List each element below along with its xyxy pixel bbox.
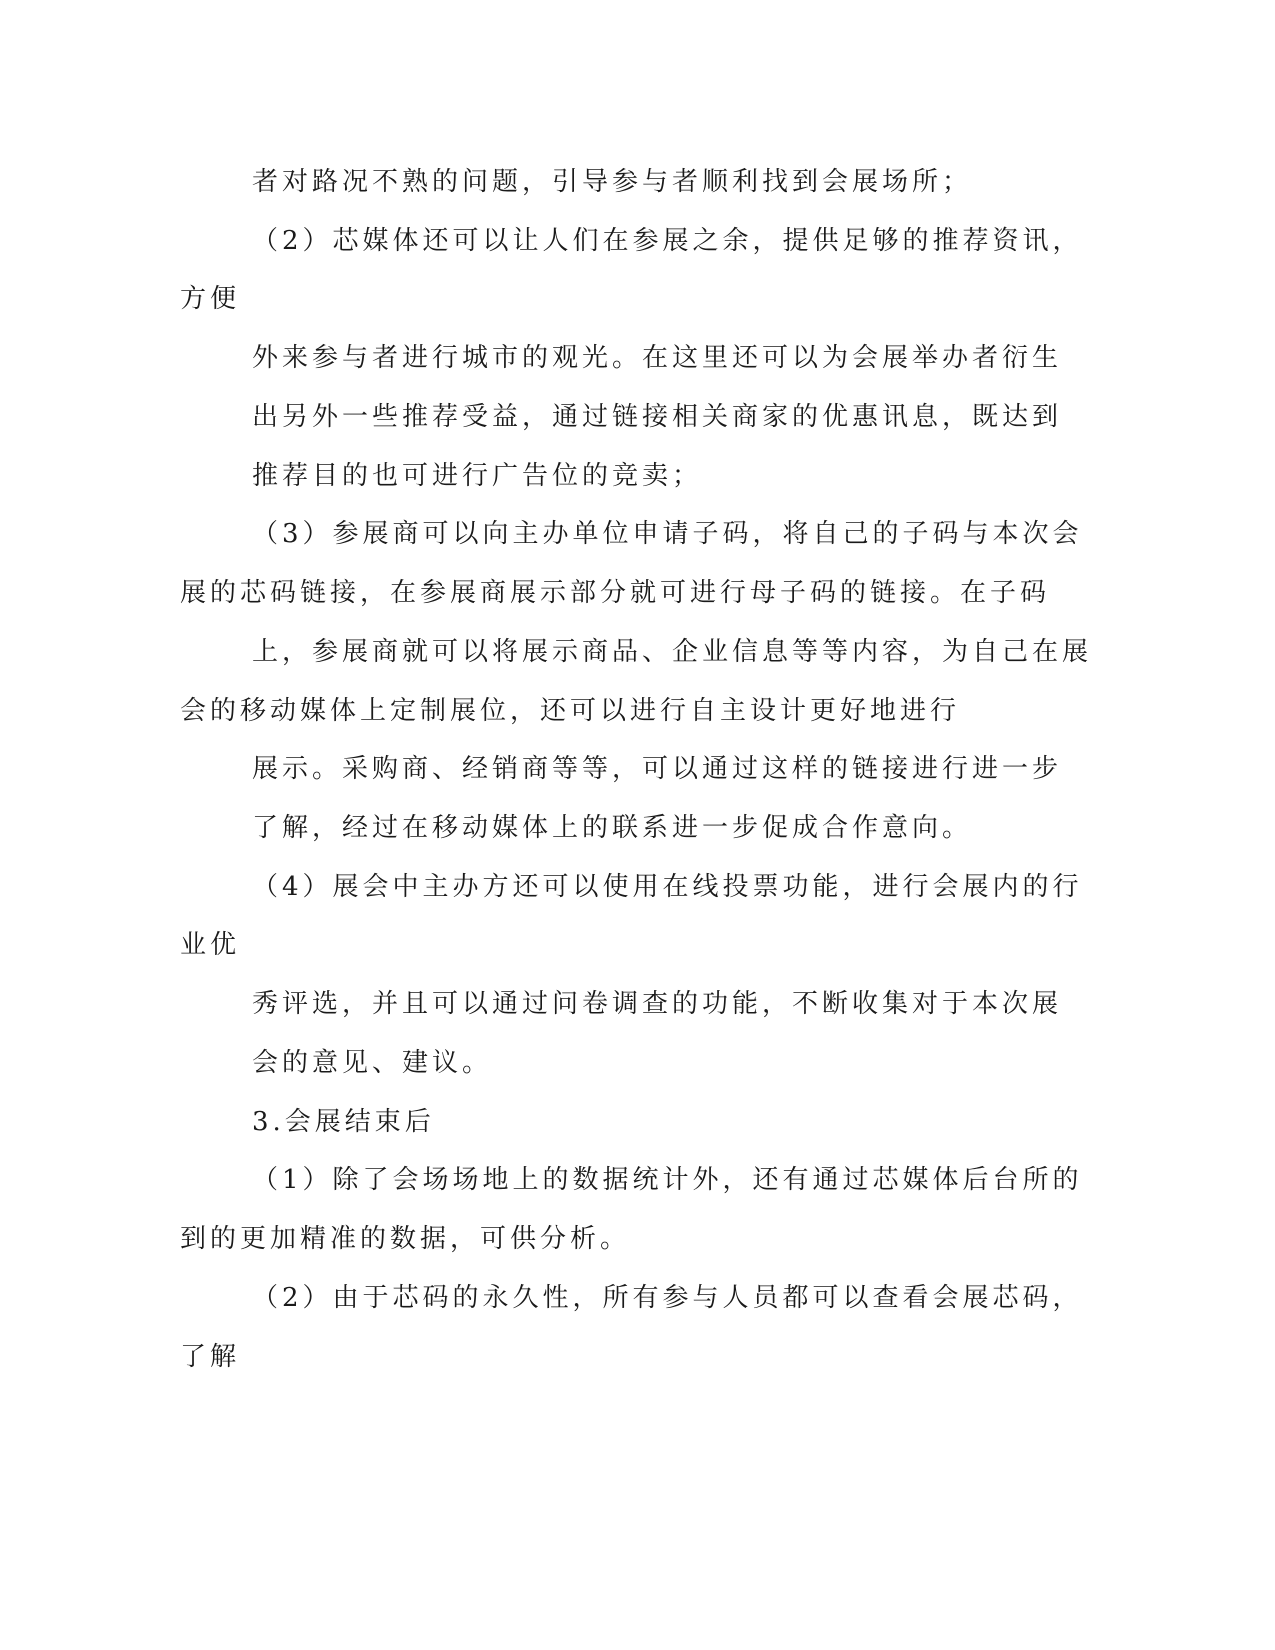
text-line: （1）除了会场场地上的数据统计外，还有通过芯媒体后台所的 [252,1165,1083,1195]
text-line: 会的移动媒体上定制展位，还可以进行自主设计更好地进行 [180,696,961,726]
text-line: 会的意见、建议。 [252,1048,493,1078]
text-line: （2）由于芯码的永久性，所有参与人员都可以查看会展芯码， [252,1283,1083,1313]
text-line: 出另外一些推荐受益，通过链接相关商家的优惠讯息，既达到 [252,402,1063,432]
text-line: 秀评选，并且可以通过问卷调查的功能，不断收集对于本次展 [252,989,1063,1019]
text-line: 展示。采购商、经销商等等，可以通过这样的链接进行进一步 [252,754,1063,784]
text-line: 了解 [180,1342,241,1372]
text-line: 了解，经过在移动媒体上的联系进一步促成合作意向。 [252,813,973,843]
text-line: 业优 [180,930,241,960]
text-line: 者对路况不熟的问题，引导参与者顺利找到会展场所； [252,167,973,197]
section-heading: 3.会展结束后 [252,1107,435,1137]
text-line: （2）芯媒体还可以让人们在参展之余，提供足够的推荐资讯， [252,226,1083,256]
text-line: （3）参展商可以向主办单位申请子码，将自己的子码与本次会 [252,519,1083,549]
text-line: 展的芯码链接，在参展商展示部分就可进行母子码的链接。在子码 [180,578,1051,608]
text-line: 外来参与者进行城市的观光。在这里还可以为会展举办者衍生 [252,343,1063,373]
text-line: 到的更加精准的数据，可供分析。 [180,1224,631,1254]
text-line: 方便 [180,284,241,314]
text-line: （4）展会中主办方还可以使用在线投票功能，进行会展内的行 [252,872,1083,902]
text-line: 上，参展商就可以将展示商品、企业信息等等内容，为自己在展 [252,637,1093,667]
text-line: 推荐目的也可进行广告位的竞卖； [252,461,703,491]
